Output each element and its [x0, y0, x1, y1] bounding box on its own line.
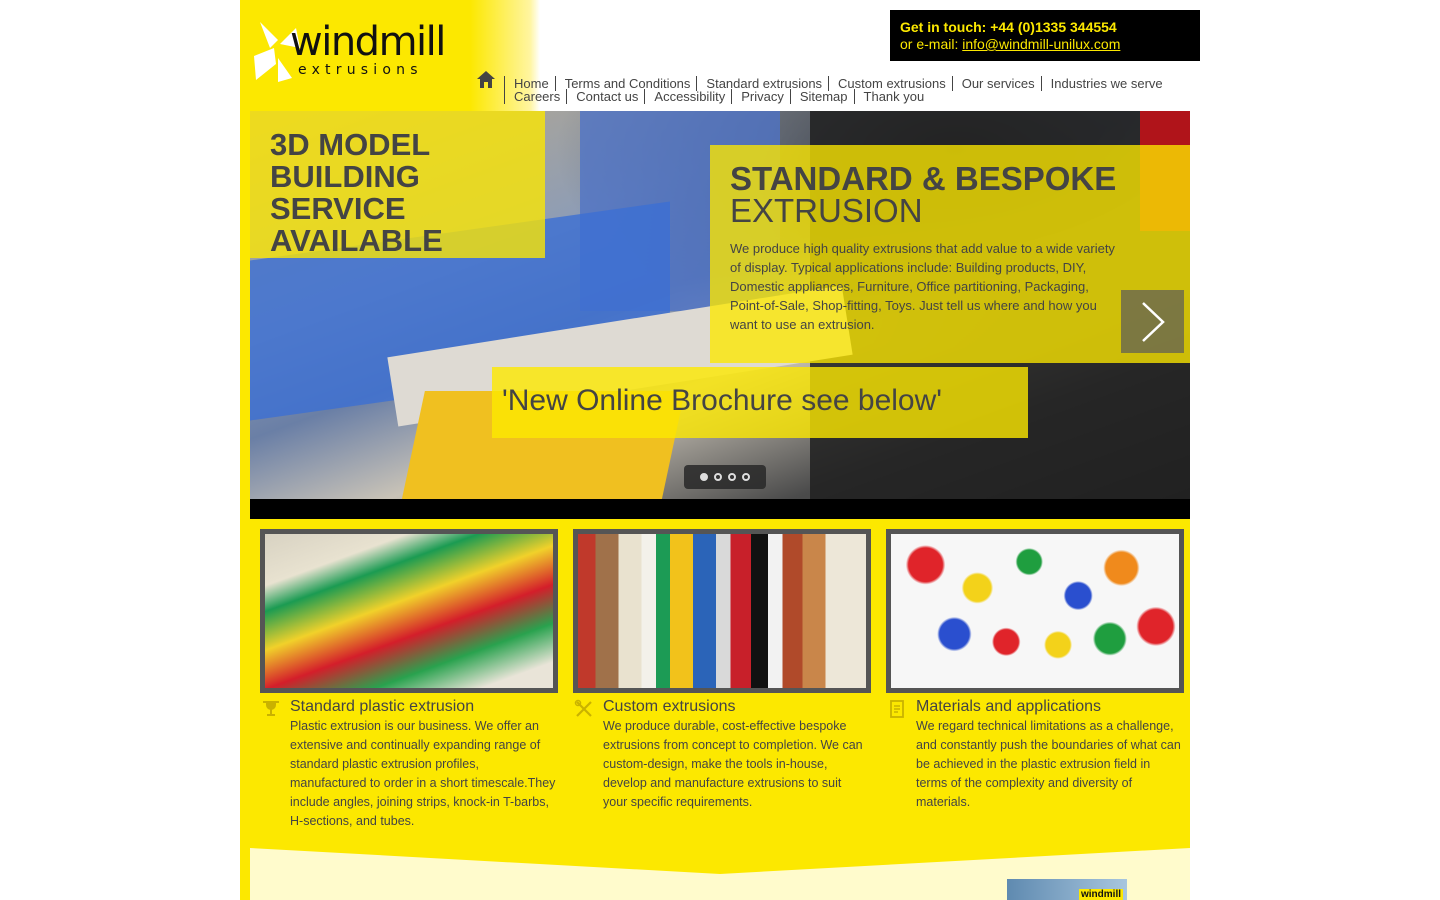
- hero-slider[interactable]: [250, 111, 1190, 499]
- nav-our-services[interactable]: Our services: [952, 76, 1041, 91]
- card-image-materials[interactable]: [886, 529, 1184, 693]
- card-title-materials[interactable]: Materials and applications: [916, 698, 1101, 715]
- brochure-banner[interactable]: 'New Online Brochure see below': [492, 367, 1028, 438]
- contact-email-line: [900, 36, 1190, 53]
- card-title-standard[interactable]: Standard plastic extrusion: [290, 698, 475, 715]
- hero-bottom-bar: [250, 499, 1190, 519]
- slider-dot-3[interactable]: [728, 473, 736, 481]
- nav-accessibility[interactable]: Accessibility: [644, 89, 731, 104]
- card-text-materials: We regard technical limitations as a challenge, and constantly push the boundaries of what can be achieved in the plastic extrusion field in terms of the complexity and diversity of materials.: [916, 719, 1181, 809]
- nav-row-2: [504, 89, 930, 104]
- card-image-standard[interactable]: [260, 529, 558, 693]
- slider-dot-2[interactable]: [714, 473, 722, 481]
- section-divider: [250, 846, 1190, 876]
- hero-caption-title-rest: EXTRUSION: [730, 192, 923, 229]
- nav-sitemap[interactable]: Sitemap: [790, 89, 854, 104]
- hero-caption-box: [710, 145, 1190, 363]
- logo-wordmark: windmill: [290, 19, 445, 65]
- hero-promo-title: 3D MODEL BUILDING SERVICE AVAILABLE: [270, 127, 443, 258]
- materials-photo: [891, 534, 1179, 688]
- contact-phone: Get in touch: +44 (0)1335 344554: [900, 19, 1117, 35]
- logo-subtitle: extrusions: [298, 62, 423, 78]
- nav-privacy[interactable]: Privacy: [731, 89, 790, 104]
- nav-home[interactable]: Home: [504, 76, 555, 91]
- contact-box: [890, 10, 1200, 61]
- nav-custom-extrusions[interactable]: Custom extrusions: [828, 76, 952, 91]
- brochure-thumbnail-label: windmill: [1081, 889, 1121, 900]
- nav-contact-us[interactable]: Contact us: [566, 89, 644, 104]
- nav-thank-you[interactable]: Thank you: [854, 89, 931, 104]
- contact-email-link[interactable]: info@windmill-unilux.com: [962, 36, 1121, 52]
- slider-pagination: [684, 465, 766, 489]
- hero-caption-text: We produce high quality extrusions that add value to a wide variety of display. Typical applications include: Building products, DIY, Domestic appliances, Furniture, Office partitioning, Packaging, Point-of-Sale, Shop-fitting, Toys. Just tell us where and how you want to use an extrusion.: [730, 241, 1115, 332]
- card-text-standard: Plastic extrusion is our business. We offer an extensive and continually expanding range of standard plastic extrusion profiles, manufactured to order in a short timescale.They include angles, joining strips, knock-in T-barbs, H-sections, and tubes.: [290, 719, 556, 828]
- hero-caption-title: [730, 160, 1170, 229]
- card-title-custom[interactable]: Custom extrusions: [603, 698, 736, 715]
- hero-caption-title-bold: STANDARD & BESPOKE: [730, 160, 1117, 197]
- hero-promo-box: [250, 111, 545, 258]
- custom-extrusion-photo: [578, 534, 866, 688]
- card-text-custom: We produce durable, cost-effective bespoke extrusions from concept to completion. We can custom-design, make the tools in-house, develop and manufacture extrusions to suit your specific requirements.: [603, 719, 863, 809]
- slider-next-button[interactable]: [1121, 290, 1184, 353]
- card-image-custom[interactable]: [573, 529, 871, 693]
- nav-standard-extrusions[interactable]: Standard extrusions: [696, 76, 828, 91]
- contact-email-prefix: or e-mail:: [900, 36, 963, 52]
- nav-careers[interactable]: Careers: [504, 89, 566, 104]
- home-icon[interactable]: [477, 71, 495, 88]
- nav-terms[interactable]: Terms and Conditions: [555, 76, 697, 91]
- brochure-thumbnail[interactable]: [1007, 879, 1127, 900]
- trophy-icon: [261, 699, 281, 719]
- slider-dot-4[interactable]: [742, 473, 750, 481]
- tools-icon: [574, 699, 594, 719]
- site-logo[interactable]: [252, 16, 452, 86]
- chevron-right-icon: [1140, 301, 1166, 343]
- nav-industries[interactable]: Industries we serve: [1041, 76, 1169, 91]
- document-icon: [887, 699, 907, 719]
- slider-dot-1[interactable]: [700, 473, 708, 481]
- standard-extrusion-photo: [265, 534, 553, 688]
